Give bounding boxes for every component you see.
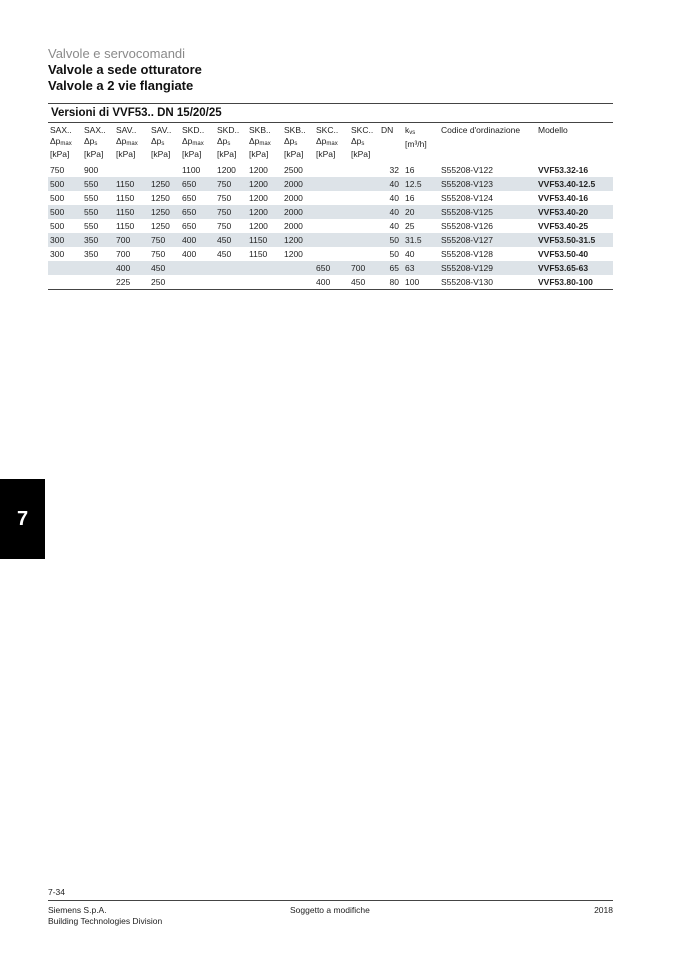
table-cell: 1200 [249, 164, 268, 175]
table-cell: 750 [217, 192, 232, 203]
column-header: SAX.. $\Delta p_{max}$ [kPa] [50, 125, 72, 159]
table-row [48, 261, 613, 275]
column-header: SAX.. $\Delta p_s$ [kPa] [84, 125, 106, 159]
table-cell: 450 [349, 275, 379, 290]
table-body [48, 163, 613, 290]
footer-year: 2018 [594, 905, 613, 915]
table-cell: 550 [82, 177, 114, 191]
table-cell: 450 [217, 248, 232, 259]
table-cell: 1150 [247, 233, 282, 247]
table-cell: 350 [82, 233, 114, 247]
table-cell: 63 [403, 261, 439, 275]
table-cell: 550 [82, 205, 114, 219]
table-cell: VVF53.80-100 [536, 275, 613, 290]
table-cell: 1150 [116, 192, 135, 203]
division-name: Building Technologies Division [48, 916, 163, 926]
table-cell [48, 275, 82, 290]
table-cell: VVF53.40-12.5 [536, 177, 613, 191]
table-cell [314, 163, 349, 177]
table-cell: 1250 [149, 177, 180, 191]
table-row [48, 247, 613, 261]
table-cell: 16 [405, 164, 415, 175]
table-cell: 750 [215, 205, 247, 219]
table-cell [215, 275, 247, 290]
table-cell [180, 261, 215, 275]
section-title: Versioni di VVF53.. DN 15/20/25 [51, 107, 222, 119]
table-cell: 1250 [149, 205, 180, 219]
table-cell: VVF53.40-20 [536, 205, 613, 219]
table-cell: 1150 [116, 220, 135, 231]
table-cell [247, 275, 282, 290]
table-cell: 20 [403, 205, 439, 219]
table-cell: S55208-V123 [439, 177, 536, 191]
table-cell [349, 247, 379, 261]
table-cell: 1200 [249, 192, 268, 203]
table-cell: 650 [314, 261, 349, 275]
table-cell [349, 219, 379, 233]
page-number: 7-34 [48, 887, 66, 897]
table-cell: 250 [149, 275, 180, 290]
table-cell: VVF53.50-40 [538, 248, 589, 259]
table-cell: 2000 [282, 177, 314, 191]
table-cell: 550 [84, 220, 99, 231]
table-row [48, 163, 613, 177]
table-cell [180, 275, 215, 290]
table-cell [282, 261, 314, 275]
table-cell: 400 [180, 233, 215, 247]
table-cell: 750 [217, 220, 232, 231]
footer-divider [48, 900, 613, 901]
table-cell: VVF53.40-16 [538, 192, 589, 203]
table-cell: 2000 [282, 205, 314, 219]
column-header-kvs: $k_{vs}$ [m³/h] [405, 125, 427, 149]
column-header: SKB.. $\Delta p_{max}$ [kPa] [249, 125, 271, 159]
table-cell: 1200 [249, 220, 268, 231]
table-cell: 350 [84, 248, 99, 259]
table-row [48, 233, 613, 247]
table-cell: 1200 [247, 177, 282, 191]
table-cell: 100 [403, 275, 439, 290]
column-header-order-code: Codice d'ordinazione [441, 125, 521, 135]
table-cell: 50 [389, 248, 399, 259]
table-cell [247, 261, 282, 275]
page-header [48, 46, 202, 94]
table-cell: 40 [389, 192, 399, 203]
table-cell: 225 [114, 275, 149, 290]
column-header: SAV.. $\Delta p_{max}$ [kPa] [116, 125, 138, 159]
table-cell: 65 [379, 261, 403, 275]
table-cell: S55208-V127 [439, 233, 536, 247]
column-header: SKD.. $\Delta p_s$ [kPa] [217, 125, 240, 159]
column-header: SAV.. $\Delta p_s$ [kPa] [151, 125, 172, 159]
footer-company [48, 905, 162, 927]
table-cell [314, 233, 349, 247]
table-cell [215, 261, 247, 275]
table-row [48, 205, 613, 219]
table-cell: 400 [114, 261, 149, 275]
table-cell: VVF53.65-63 [536, 261, 613, 275]
table-cell: 1250 [151, 192, 170, 203]
table-cell [349, 177, 379, 191]
table-cell [314, 247, 349, 261]
table-cell: 1200 [217, 164, 236, 175]
table-cell [314, 191, 349, 205]
table-cell: S55208-V126 [441, 220, 493, 231]
table-cell: 700 [349, 261, 379, 275]
table-cell [314, 177, 349, 191]
section-divider [48, 122, 613, 123]
table-cell: S55208-V128 [441, 248, 493, 259]
table-cell: 1200 [247, 205, 282, 219]
table-cell [349, 233, 379, 247]
table-cell: 750 [215, 177, 247, 191]
table-cell: 1200 [284, 248, 303, 259]
table-cell [282, 275, 314, 290]
table-cell [149, 163, 180, 177]
table-cell [314, 219, 349, 233]
table-cell: 80 [379, 275, 403, 290]
table-cell: S55208-V129 [439, 261, 536, 275]
table-cell: 400 [314, 275, 349, 290]
page-subtitle: Valvole a 2 vie flangiate [48, 78, 194, 93]
table-row [48, 275, 613, 290]
table-cell: 900 [84, 164, 99, 175]
table-cell: 31.5 [403, 233, 439, 247]
table-cell: 650 [182, 192, 197, 203]
table-cell: 1150 [249, 248, 268, 259]
table-cell: 32 [389, 164, 399, 175]
table-cell: S55208-V130 [439, 275, 536, 290]
table-cell: 40 [379, 205, 403, 219]
table-cell: 650 [180, 177, 215, 191]
table-cell: S55208-V122 [441, 164, 493, 175]
table-cell: 25 [405, 220, 415, 231]
table-cell [349, 191, 379, 205]
table-cell: 40 [405, 248, 415, 259]
table-cell: 16 [405, 192, 415, 203]
table-cell [349, 163, 379, 177]
table-cell: 500 [50, 192, 65, 203]
table-cell: 750 [50, 164, 65, 175]
table-cell: 2000 [284, 192, 303, 203]
table-cell: 700 [114, 233, 149, 247]
table-cell [82, 275, 114, 290]
table-cell: VVF53.50-31.5 [536, 233, 613, 247]
table-header-row [48, 124, 613, 163]
table-cell: 40 [389, 220, 399, 231]
table-cell: S55208-V124 [441, 192, 493, 203]
table-cell: S55208-V125 [439, 205, 536, 219]
page-title: Valvole a sede otturatore [48, 62, 202, 77]
table-cell: 700 [116, 248, 131, 259]
company-name: Siemens S.p.A. [48, 905, 107, 915]
table-cell: 450 [215, 233, 247, 247]
table-cell: VVF53.32-16 [538, 164, 589, 175]
table-cell: 750 [151, 248, 166, 259]
table-cell: 12.5 [403, 177, 439, 191]
table-cell: 1150 [114, 205, 149, 219]
table-cell: 650 [182, 220, 197, 231]
table-cell [114, 163, 149, 177]
column-header: SKD.. $\Delta p_{max}$ [kPa] [182, 125, 205, 159]
table-cell: 300 [50, 248, 65, 259]
table-cell: VVF53.40-25 [538, 220, 589, 231]
table-row [48, 219, 613, 233]
column-header-model: Modello [538, 125, 568, 135]
table-cell: 2000 [284, 220, 303, 231]
table-cell: 1100 [182, 164, 201, 175]
table-row [48, 191, 613, 205]
column-header: SKC.. $\Delta p_s$ [kPa] [351, 125, 374, 159]
table-cell [349, 205, 379, 219]
table-cell: 450 [149, 261, 180, 275]
table-cell [48, 261, 82, 275]
table-cell: 1200 [282, 233, 314, 247]
table-cell: 500 [48, 177, 82, 191]
table-cell: 500 [50, 220, 65, 231]
table-row [48, 177, 613, 191]
column-header: SKC.. $\Delta p_{max}$ [kPa] [316, 125, 339, 159]
valve-versions-table [48, 124, 613, 290]
table-cell: 650 [180, 205, 215, 219]
table-cell: 550 [84, 192, 99, 203]
category-title: Valvole e servocomandi [48, 46, 186, 61]
table-cell [82, 261, 114, 275]
column-header: SKB.. $\Delta p_s$ [kPa] [284, 125, 306, 159]
header-divider [48, 103, 613, 104]
table-cell: 400 [182, 248, 197, 259]
table-cell: 1150 [114, 177, 149, 191]
table-cell: 750 [149, 233, 180, 247]
table-cell: 500 [48, 205, 82, 219]
table-cell: 1250 [151, 220, 170, 231]
chapter-tab: 7 [0, 479, 45, 559]
table-cell: 50 [379, 233, 403, 247]
table-cell: 2500 [284, 164, 303, 175]
table-cell: 40 [379, 177, 403, 191]
table-cell [314, 205, 349, 219]
column-header-dn: DN [381, 125, 394, 135]
table-cell: 300 [48, 233, 82, 247]
footer-note: Soggetto a modifiche [290, 905, 370, 915]
